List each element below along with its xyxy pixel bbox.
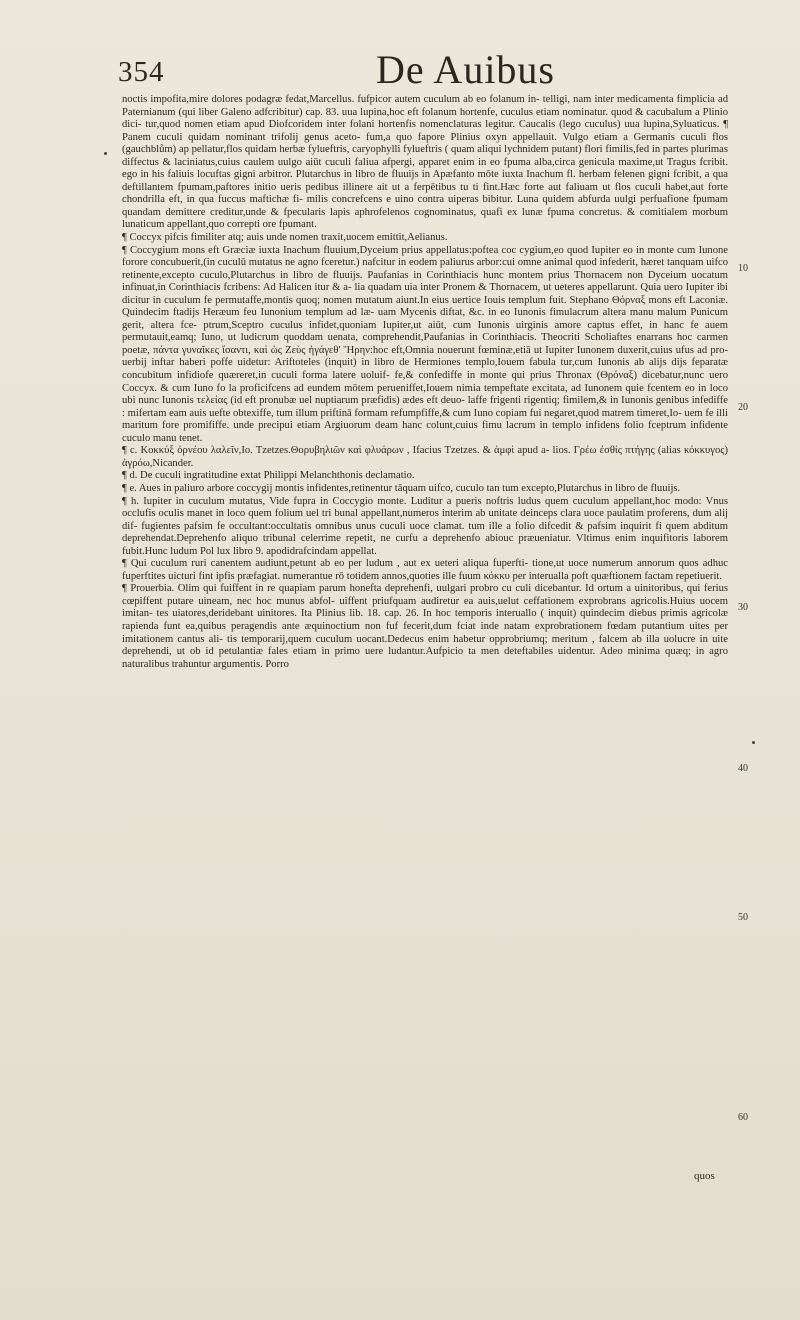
paragraph-h: ¶ h. Iupiter in cuculum mutatus, Vide fupra in Coccygio monte. Luditur a pueris noftris ludus quem cuculum appellant,hoc modo: Vnus occlufis oculis manet in loco quem folium uel tri bunal appellant,numeros interim ab unitate deinceps clara uoce paulatim proferens, dum alij dif- fugientes pafsim fe occultant:occultatis omnibus unus cuculi uoce clamat. tum ille a folio difcedit & pafsim inquirit fi quem abditum deprehendat.Deprehenfo aliquo tribunal celerrime repetit, ne curfu a deprehenfo abiouc præueniatur. Vltimus enim inquifitoris laborem fubit.Hunc ludum Pol lux libro 9. apodidrafcindam appellat. bbox=[122, 495, 728, 557]
body-text bbox=[122, 94, 728, 671]
running-title: De Auibus bbox=[376, 47, 555, 92]
page-number: 354 bbox=[118, 56, 165, 88]
page-header bbox=[118, 47, 718, 92]
margin-line-number: 50 bbox=[738, 912, 748, 923]
catchword: quos bbox=[694, 1170, 715, 1182]
paragraph-coccygium: ¶ Coccygium mons eft Græciæ iuxta Inachum fluuium,Dyceium prius appellatus:poftea coc cygium,eo quod Iupiter eo in monte cum Iunone forore concubuerit,(in cuculū mutatus ne agno fceretur.) nafcitur in eodem paliurus arbor:cui omne animal quod infederit, hæret tanquam uifco retinente,excepto cuculo,Plutarchus in libro de fluuijs. Paufanias in Corinthiacis hunc montem prius Thornacem non Dyceium uocatum infinuat,in Corinthiacis fcribens: Ad Halicen itur & a- lia quadam uia inter Pronem & Thornacem, ut ueteres appellarunt. Quia uero Iupiter ibi dicitur in cuculum fe permutaffe,montis quoq; nomen mutatum aiunt.In eius uertice Iouis templum fuit. Stephano Θόρναξ mons eft Laconiæ. Quindecim ftadijs Heræum feu Iunonium templum ad læ- uam Mycenis diftat, &c. in eo Iunonis fimulacrum altera manu malum Punicum gerit, altera fce- ptrum,Sceptro cuculus infidet,quoniam Iupiter,ut aiūt, cum Iunonis uirginis amore captus effet, in hanc fe auem permutauit,eamq; Iuno, ut ludicrum quoddam uenata, comprehendit,Paufanias in Corinthiacis. Theocriti Scholiaftes enarrans hoc carmen poetæ, πάντα γυναῖκες ἴσαντι, καὶ ὡς Ζεὺς ἠγάγεθ' Ἥρην:hoc eft,Omnia nouerunt fœminæ,etiā ut Iupiter Iunonem duxerit,cuius ufus ad pro- uerbij inftar haberi poffe uidetur: Ariftoteles (inquit) in libro de Hermiones templo,Iouem fabula tur,cum Iunonis ab alijs dijs feparatæ concubitum infidiofe quæreret,in cuculi forma latere uoluif- fe,& confediffe in monte qui prius Thronax (Θρόναξ) dicebatur,nunc uero Coccyx. & cum Iuno fo la proficifcens ad eundem mōtem perueniffet,Iouem nimia tempeftate excitata, ad Iunonem quie fcentem eo in loco ubi nunc Iunonis τελείας (id eft pronubæ uel nuptiarum præfidis) ædes eft deuo- laffe frigenti rigentiq; fimilem,& in Iunonis genibus infediffe : mifertam eam auis uefte obtexiffe, tum illum priftinā formam refumpfiffe,& cum Iuno copiam fui negaret,quod matrem timeret,Io- uem fe illi maritum fore promififfe. unde precipui etiam Argiuorum deam hanc colunt,cuius fimu lacrum in templo infidens folio fceptrum infidente cuculo manu tenet. bbox=[122, 244, 728, 444]
margin-line-number: 60 bbox=[738, 1112, 748, 1123]
paragraph-c: ¶ c. Κοκκύξ ὀρνέου λαλεῖν,Io. Tzetzes.Θορυβηλιῶν καὶ φλυάρων , Ifacius Tzetzes. & ἀμφὶ apud a- lios. Γρέω ἐσθίς πτήγης (alias κόκκυγος) ἀγρόω,Nicander. bbox=[122, 445, 728, 469]
margin-mark bbox=[104, 152, 107, 155]
paragraph-coccyx-pifcis: ¶ Coccyx pifcis fimiliter atq; auis unde nomen traxit,uocem emittit,Aelianus. bbox=[122, 232, 448, 244]
margin-mark bbox=[752, 741, 755, 744]
paragraph-prouerbia: ¶ Prouerbia. Olim qui fuiffent in re quapiam parum honefta deprehenfi, uulgari probro cu culi dicebantur. Id ortum a uinitoribus, qui ferius cœpiffent putare uineam, nec hoc munus abfol- uiffent priufquam audiretur ea auis,uelut ceffationem exprobrans agricolis.Huius uocem imitan- tes uiatores,deridebant uinitores. Ita Plinius lib. 18. cap. 26. In hoc temporis interuallo ( inquit) quindecim diebus primis agricolæ rapienda funt ea,quibus peragendis ante æquinoctium non fuf fecerit,dum fciat inde natam exprobrationem fœdam putantium uites per imitationem cantus ali- tis temporarij,quem cuculum uocant.Dedecus enim habetur opprobriumq; meritum , falcem ab illa uolucre in uite deprehendi, ut ob id petulantiæ fales etiam in primo uere ludantur.Aufpicio ta men deteftabiles uidentur. Adeo minima quæq; in agro naturalibus trahuntur argumentis. Porro bbox=[122, 583, 728, 670]
margin-line-number: 20 bbox=[738, 402, 748, 413]
margin-line-number: 30 bbox=[738, 602, 748, 613]
paragraph-e: ¶ e. Aues in paliuro arbore coccygij montis infidentes,retinentur tāquam uifco, cuculo tan tum excepto,Plutarchus in libro de fluuijs. bbox=[122, 482, 681, 494]
paragraph-d: ¶ d. De cuculi ingratitudine extat Philippi Melanchthonis declamatio. bbox=[122, 470, 415, 482]
margin-line-number: 40 bbox=[738, 763, 748, 774]
paragraph-folanum: noctis impofita,mire dolores podagræ fedat,Marcellus. fufpicor autem cuculum ab eo folanum in- telligi, nam inter medicamenta fimplicia ad Paternianum (qui liber Galeno adfcribitur) cap. 83. uua lupina,hoc eft folanum hortenfe, cuculus etiam nominatur. quod & cacubalum a Plinio dici- tur,quod nomen etiam apud Diofcoridem inter folani hortenfis nomenclaturas legitur. Caucalis (lego cuculus) uua lupina,Syluaticus. ¶ Panem cuculi quidam nominant trifolij genus aceto- fum,a quo fapore Plinius oxyn appellauit. Vulgo etiam a Germanis cuculi flos (gauchblům) ap pellatur,flos quidam herbæ fylueftris, caryophylli fylueftris ( quam aliqui lychnidem putant) flori fimilis,fed in partes plurimas diffectus & laciniatus,cuius caulem uulgo aiūt cuculi faliua afpergi, apparet enim in eo fpuma alba,circa genicula maxime,ut Tragus fcribit. ego in his faliuis locuftas gigni arbitror. Plutarchus in libro de fluuijs in Apæfanto mōte iuxta Inachum fl. herbam felenen gigni fcribit, a qua deftillantem fpumam,paftores initio ueris pedibus illinere ait ut a ferpētibus tu ti fint.Hæc forte aut faliuam ut flos cuculi habet,aut forte chondrilla eft, in qua fuccus maftichæ fi- milis concrefcens e uino contra uiperas bibitur. Luna quidem abfurda uulgi perfuafione fpumam quandam demittere creditur,unde & fpecularis lapis aphrofelenos cognominatus, quafi ex lunæ fpuma concretus. & comitialem morbum lunaticum appellant,quo correpti ore fpumant. bbox=[122, 94, 728, 231]
margin-line-number: 10 bbox=[738, 263, 748, 274]
paragraph-ruri-canentem: ¶ Qui cuculum ruri canentem audiunt,petunt ab eo per ludum , aut ex ueteri aliqua fuperfti- tione,ut uoce numerum annorum quos adhuc fuperftites uicturi fint ipfis præfagiat. numerantue rō totidem annos,quoties ille fuum κόκκυ per interualla poft quæftionem factam repetiuerit. bbox=[122, 558, 728, 582]
